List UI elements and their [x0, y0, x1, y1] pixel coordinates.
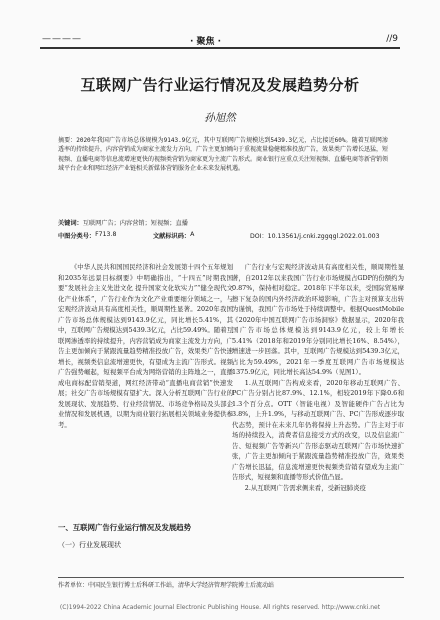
paragraph: 《中华人民共和国国民经济和社会发展第十四个五年规划和2035年远景目标纲要》中明确指出，“十四五”时期我国要“发展社会主义先进文化 提升国家文化软实力”“健全现代文化产业体系”，广告行业作为文化产业重要细分领域之一，与宏观经济波动具有高度相关性，顺周期性显著。2020年我国广告市场总体规模达到9143.9亿元，同比增长5.41%，其中，互联网广告规模达到5439.3亿元，占比59.49%。随着互联网渗透率的持续提升，内容营销成为商家主流发力方向，广告主更加倾向于紧跟流量趋势精准投放广告，效果类广告快速增长，视频类信息流增速更快，有望成为主流广告形式。视频广告强势崛起，短视频平台成为网络营销的主阵地之一，直播成电商标配营销渠道，网红经济带动“直播电商营销”快速发展；社交广告市场规模有望扩大。深入分析互联网广告行业的发展现状、发展趋势、行业经营情况、市场竞争格局及头部企业情况和发展机遇，以期为商业银行拓展相关领域业务提供参考。 [58, 263, 233, 429]
section-heading: 一、互联网广告行业运行情况及发展趋势 [58, 523, 192, 532]
copyright-line: (C)1994-2022 China Academic Journal Electronic Publishing House. All rights reserved. http://www.cnki.net [59, 604, 381, 611]
section-tag: · 聚焦 · [190, 37, 222, 47]
keywords [58, 218, 188, 227]
footnote-divider [58, 577, 404, 578]
clc-value: F713.8 [95, 231, 117, 238]
author-affiliation-footnote: 作者单位：中国民生银行博士后科研工作站，清华大学经济管理学院博士后流动站 [58, 582, 275, 589]
keywords-text: 互联网广告；内容营销；短视频；直播 [82, 220, 188, 227]
paragraph: 广告行业与宏观经济波动具有高度相关性，顺周期性显著，自2012年以来我国广告行业市场规模占GDP的份额约为0.87%，保持相对稳定。2018年下半年以来，受国际贸易摩擦下复杂的国内外经济政治环境影响，广告主对预算支出转为谨慎，我国广告市场处于持续调整中。根据QuestMobile《2020年中国互联网广告市场洞察》数据显示，2020年我国广告市场总体规模达到9143.9亿元，较上年增长5.41%（2018年和2019年分别同比增长16%、8.54%），增速进一步回落。其中，互联网广告规模达到5439.3亿元，占比为59.49%，2021年一季度互联网广告市场规模达1375.9亿元，同比增长高达54.9%（见图1）。 [232, 263, 404, 376]
subsection-heading: （一）行业发展现状 [58, 541, 121, 549]
running-header [40, 34, 400, 48]
doi: DOI：10.13561/j.cnki.zggqgl.2022.01.003 [250, 233, 380, 240]
page-number: //9 [386, 34, 398, 44]
paragraph: 1.从互联网广告构成来看，2020年移动互联网广告、PC广告分别占比87.9%、12.1%，相较2019年下降0.6和1.3个百分点。OTT（智能电视）及智能硬件广告占比为3.8%，上升1.9%，与移动互联网广告、PC广告形成逐步取代态势，预计在未来几年仍将保持上升态势。广告主对于市场的持续投入，消费者信息接受方式的改变，以及信息流广告、短视频广告等新兴广告形态驱动互联网广告市场快速扩张，广告主更加倾向于紧跟流量趋势精准投放广告，效果类广告增长迅猛，信息流增速更快视频类营销有望成为主流广告形式，短视频和直播等形式价值凸显。 [232, 378, 404, 481]
clc-label: 中图分类号： [58, 233, 96, 240]
body-column-right [232, 262, 404, 493]
header-divider [40, 47, 400, 49]
paragraph: 2.从互联网广告需求侧来看，受新冠肺炎疫 [244, 483, 366, 492]
author-name: 孙旭然 [204, 112, 236, 124]
article-title: 互联网广告行业运行情况及发展趋势分析 [80, 76, 360, 94]
keywords-label: 关键词： [58, 220, 83, 227]
header-left-mark: ———— [42, 34, 82, 44]
doc-code-value: A [190, 231, 195, 238]
doc-code-label: 文献标识码： [153, 233, 191, 240]
body-column-left [58, 262, 233, 430]
abstract: 摘要：2020年我国广告市场总体规模为9143.9亿元，其中互联网广告规模达到5439.3亿元，占比接近60%。随着互联网渗透率的持续提升，内容营销成为商家主流发力方向，广告主更加倾向于重视流量稳健精准投放广告，效果类广告增长迅猛，短视频、直播电商等信息流增速更快的视频类营销为商家更为主流广告形式。商业银行应重点关注短视频、直播电商等新营销领域平台企业和网红经济产业链相关新媒体营销服务企业未来发展机遇。 [58, 137, 389, 173]
